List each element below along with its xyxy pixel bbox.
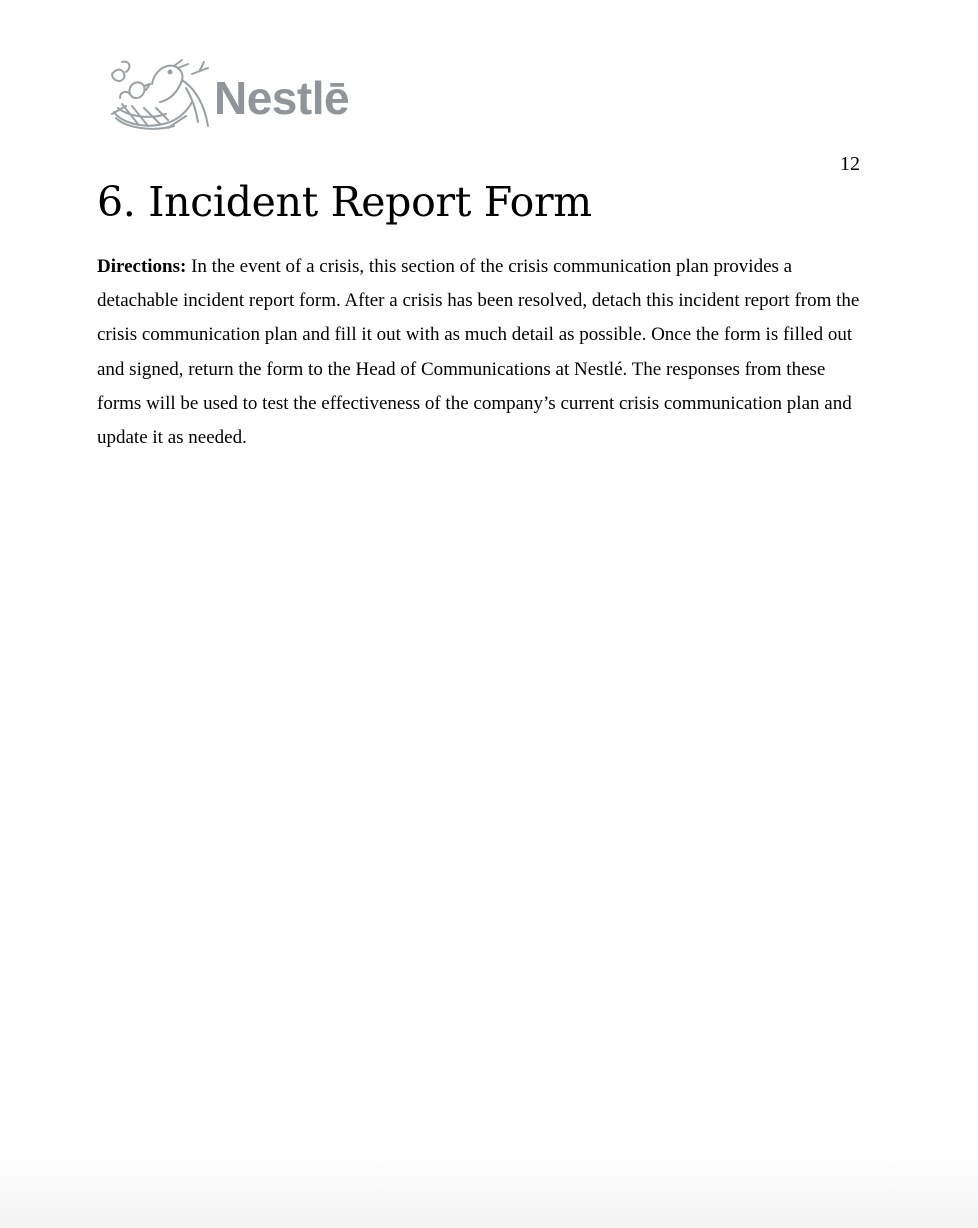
page-number: 12 xyxy=(840,153,860,175)
nestle-wordmark: Nestlē xyxy=(214,72,350,124)
nestle-bird-nest-icon xyxy=(112,60,208,129)
section-title: 6. Incident Report Form xyxy=(97,178,592,226)
nestle-logo xyxy=(108,58,368,134)
directions-text: In the event of a crisis, this section of the crisis communication plan provides a detachable incident report form. After a crisis has been resolved, detach this incident report from the crisis communication plan and fill it out with as much detail as possible. Once the form is filled out and signed, return the form to the Head of Communications at Nestlé. The responses from these forms will be used to test the effectiveness of the company’s current crisis communication plan and update it as needed. xyxy=(97,256,860,449)
directions-paragraph xyxy=(97,250,867,455)
directions-label: Directions: xyxy=(97,256,187,277)
